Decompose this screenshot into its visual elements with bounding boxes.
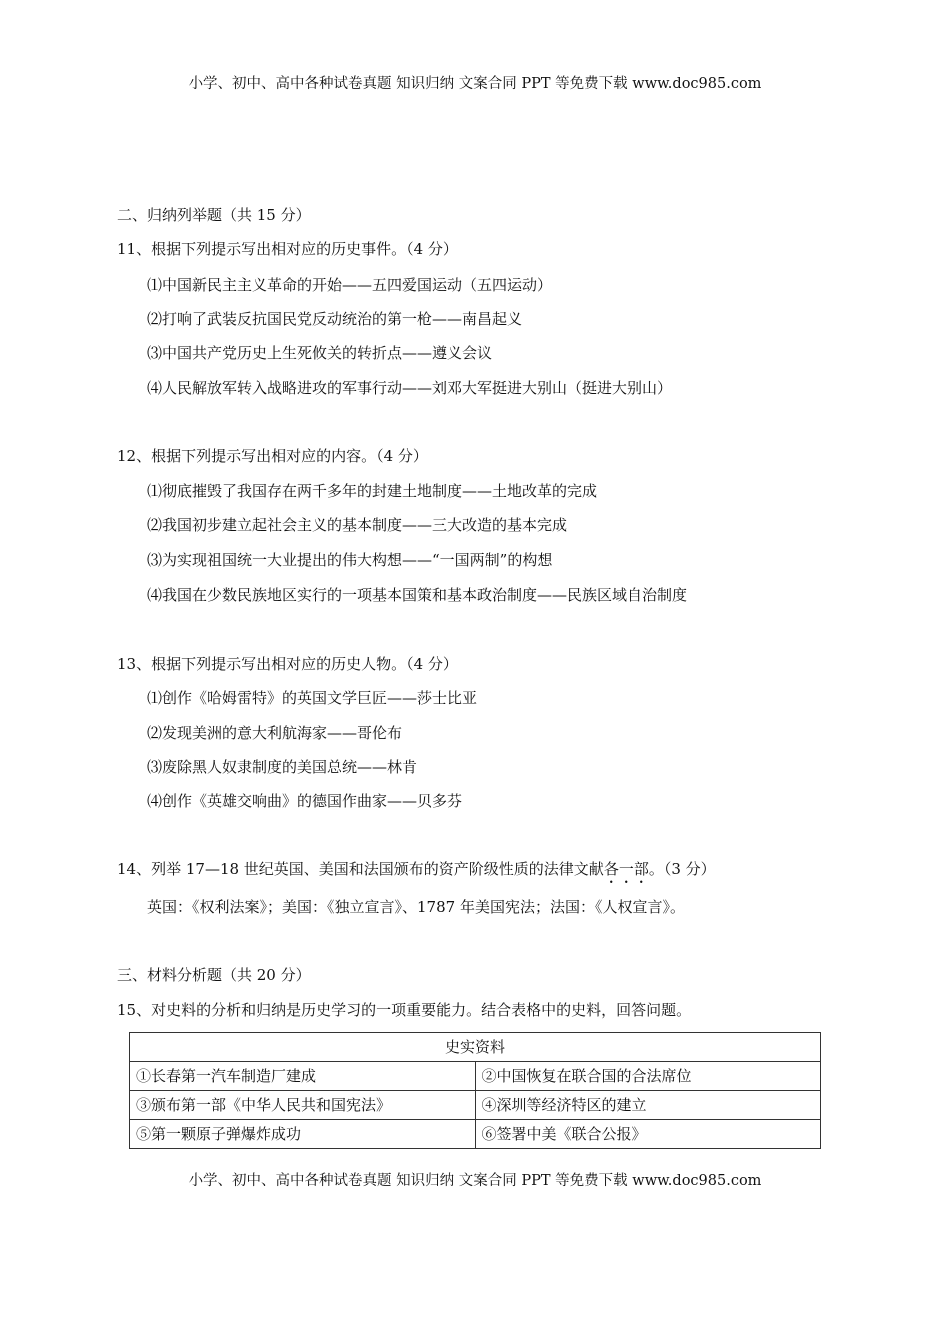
table-cell: ④深圳等经济特区的建立 — [475, 1091, 821, 1120]
table-cell: ②中国恢复在联合国的合法席位 — [475, 1062, 821, 1091]
question-11-title: 11、根据下列提示写出相对应的历史事件。（4 分） — [117, 240, 458, 258]
emphasized-text: 各一部 — [603, 860, 649, 878]
question-13-item: ⑶废除黑人奴隶制度的美国总统——林肯 — [147, 758, 418, 776]
page-header: 小学、初中、高中各种试卷真题 知识归纳 文案合同 PPT 等免费下载 www.doc985.com — [188, 76, 762, 92]
question-11-item: ⑶中国共产党历史上生死攸关的转折点——遵义会议 — [147, 344, 493, 362]
page-footer: 小学、初中、高中各种试卷真题 知识归纳 文案合同 PPT 等免费下载 www.doc985.com — [188, 1173, 762, 1189]
table-cell: ⑥签署中美《联合公报》 — [475, 1120, 821, 1149]
question-13-item: ⑷创作《英雄交响曲》的德国作曲家——贝多芬 — [147, 792, 463, 810]
question-12-item: ⑵我国初步建立起社会主义的基本制度——三大改造的基本完成 — [147, 516, 568, 534]
table-row — [130, 1120, 821, 1149]
question-14-title — [117, 860, 716, 887]
question-11-item: ⑴中国新民主主义革命的开始——五四爱国运动（五四运动） — [147, 276, 553, 294]
question-12-item: ⑴彻底摧毁了我国存在两千多年的封建土地制度——土地改革的完成 — [147, 482, 598, 500]
section-heading: 二、归纳列举题（共 15 分） — [117, 206, 311, 224]
table-row — [130, 1062, 821, 1091]
table-row — [130, 1091, 821, 1120]
question-12-title: 12、根据下列提示写出相对应的内容。（4 分） — [117, 447, 428, 465]
question-12-item: ⑶为实现祖国统一大业提出的伟大构想——“一国两制”的构想 — [147, 551, 553, 569]
question-13-item: ⑴创作《哈姆雷特》的英国文学巨匠——莎士比亚 — [147, 689, 478, 707]
question-15-title: 15、对史料的分析和归纳是历史学习的一项重要能力。结合表格中的史料，回答问题。 — [117, 1001, 692, 1019]
table-cell: ①长春第一汽车制造厂建成 — [130, 1062, 476, 1091]
question-14-score: 。（3 分） — [648, 860, 716, 878]
section-heading: 三、材料分析题（共 20 分） — [117, 966, 311, 984]
question-11-item: ⑷人民解放军转入战略进攻的军事行动——刘邓大军挺进大别山（挺进大别山） — [147, 379, 673, 397]
table-cell: ③颁布第一部《中华人民共和国宪法》 — [130, 1091, 476, 1120]
table-cell: ⑤第一颗原子弹爆炸成功 — [130, 1120, 476, 1149]
question-13-title: 13、根据下列提示写出相对应的历史人物。（4 分） — [117, 655, 458, 673]
question-14-text: 14、列举 17—18 世纪英国、美国和法国颁布的资产阶级性质的法律文献 — [117, 860, 604, 878]
question-13-item: ⑵发现美洲的意大利航海家——哥伦布 — [147, 724, 403, 742]
question-12-item: ⑷我国在少数民族地区实行的一项基本国策和基本政治制度——民族区域自治制度 — [147, 586, 688, 604]
table-header: 史实资料 — [130, 1033, 821, 1062]
question-14-answer: 英国：《权利法案》；美国：《独立宣言》、1787 年美国宪法；法国：《人权宣言》。 — [147, 898, 685, 916]
historical-materials-table — [129, 1032, 821, 1149]
question-11-item: ⑵打响了武装反抗国民党反动统治的第一枪——南昌起义 — [147, 310, 523, 328]
